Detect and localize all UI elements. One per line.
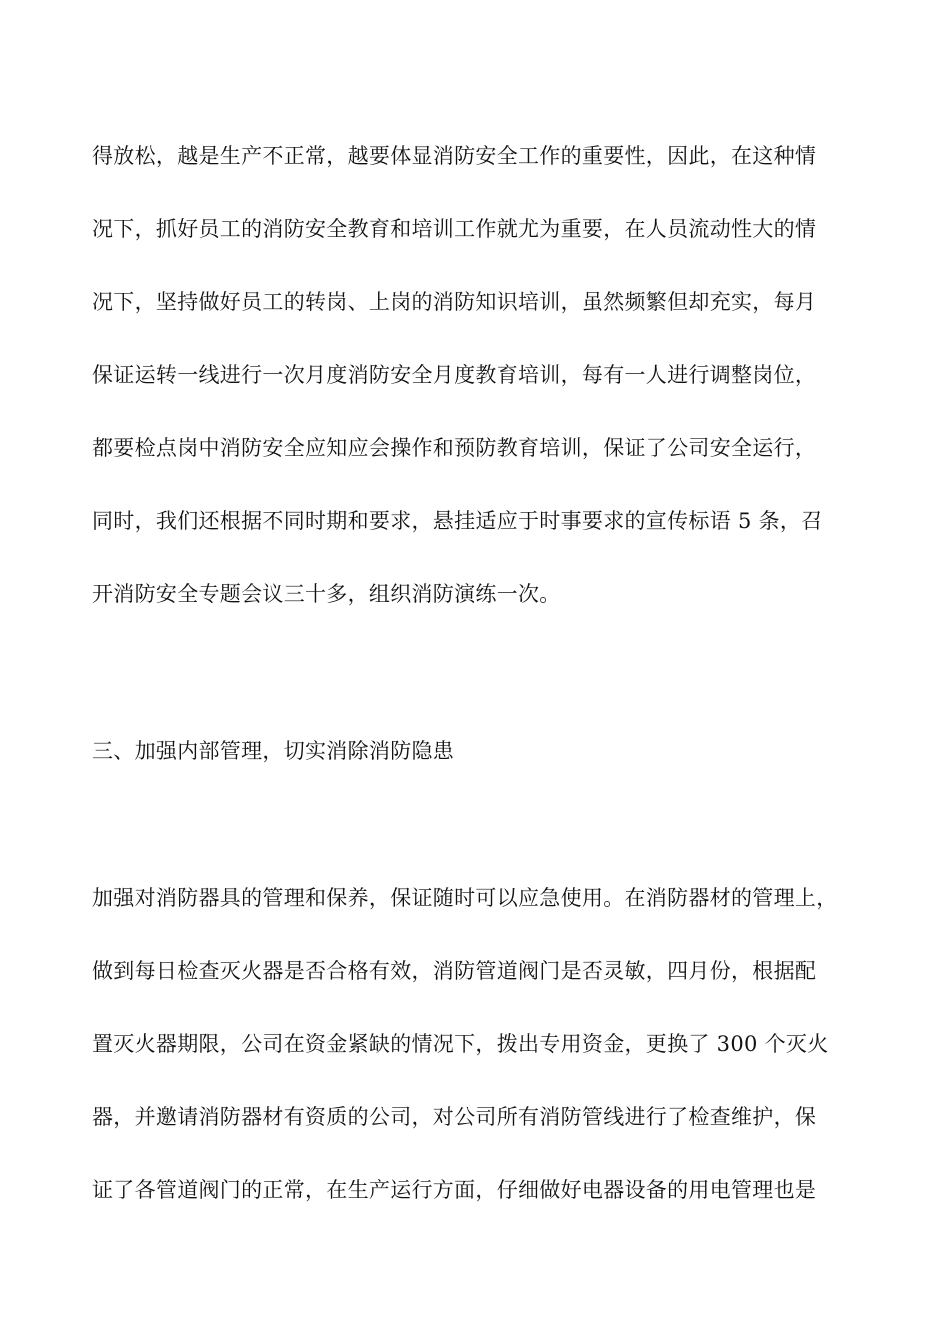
paragraph-2-line-3: 置灭火器期限，公司在资金紧缺的情况下，拨出专用资金，更换了 300 个灭火 <box>92 1032 829 1056</box>
paragraph-1-line-3: 况下，坚持做好员工的转岗、上岗的消防知识培训，虽然频繁但却充实，每月 <box>92 290 817 314</box>
paragraph-1-line-5: 都要检点岗中消防安全应知应会操作和预防教育培训，保证了公司安全运行， <box>92 436 817 460</box>
paragraph-2-line-2: 做到每日检查灭火器是否合格有效，消防管道阀门是否灵敏，四月份，根据配 <box>92 959 817 983</box>
section-heading: 三、加强内部管理，切实消除消防隐患 <box>92 739 455 763</box>
paragraph-2-line-5: 证了各管道阀门的正常，在生产运行方面，仔细做好电器设备的用电管理也是 <box>92 1178 817 1202</box>
paragraph-1-line-2: 况下，抓好员工的消防安全教育和培训工作就尤为重要，在人员流动性大的情 <box>92 217 817 241</box>
paragraph-1-line-4: 保证运转一线进行一次月度消防安全月度教育培训，每有一人进行调整岗位， <box>92 363 817 387</box>
paragraph-2-line-4: 器，并邀请消防器材有资质的公司，对公司所有消防管线进行了检查维护，保 <box>92 1105 817 1129</box>
paragraph-2-line-1: 加强对消防器具的管理和保养，保证随时可以应急使用。在消防器材的管理上， <box>92 886 838 910</box>
paragraph-1-line-7: 开消防安全专题会议三十多，组织消防演练一次。 <box>92 582 561 606</box>
paragraph-1-line-1: 得放松，越是生产不正常，越要体显消防安全工作的重要性，因此，在这种情 <box>92 144 817 168</box>
paragraph-1-line-6: 同时，我们还根据不同时期和要求，悬挂适应于时事要求的宣传标语 5 条，召 <box>92 509 823 533</box>
